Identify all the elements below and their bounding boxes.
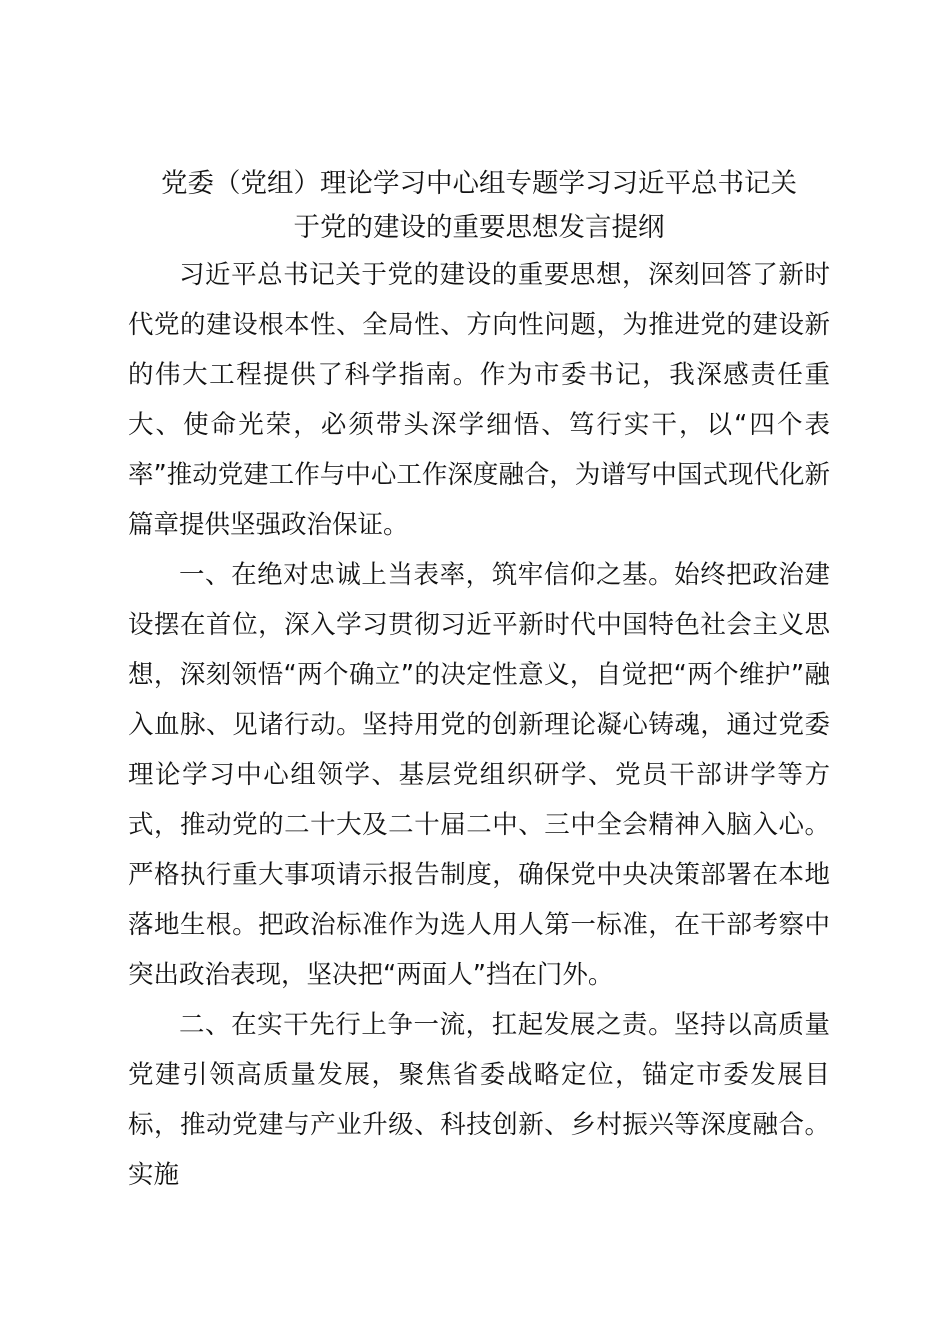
section-two-paragraph: 二、在实干先行上争一流，扛起发展之责。坚持以高质量党建引领高质量发展，聚焦省委战略定位，锚定市委发展目标，推动党建与产业升级、科技创新、乡村振兴等深度融合。实施: [128, 1010, 830, 1190]
document-body: [128, 162, 830, 1200]
intro-paragraph: 习近平总书记关于党的建设的重要思想，深刻回答了新时代党的建设根本性、全局性、方向性问题，为推进党的建设新的伟大工程提供了科学指南。作为市委书记，我深感责任重大、使命光荣，必须带头深学细悟、笃行实干，以“四个表率”推动党建工作与中心工作深度融合，为谱写中国式现代化新篇章提供坚强政治保证。: [128, 260, 830, 540]
document-title-line-2: 于党的建设的重要思想发言提纲: [293, 212, 665, 243]
section-one-paragraph: 一、在绝对忠诚上当表率，筑牢信仰之基。始终把政治建设摆在首位，深入学习贯彻习近平新时代中国特色社会主义思想，深刻领悟“两个确立”的决定性意义，自觉把“两个维护”融入血脉、见诸行动。坚持用党的创新理论凝心铸魂，通过党委理论学习中心组领学、基层党组织研学、党员干部讲学等方式，推动党的二十大及二十届二中、三中全会精神入脑入心。严格执行重大事项请示报告制度，确保党中央决策部署在本地落地生根。把政治标准作为选人用人第一标准，在干部考察中突出政治表现，坚决把“两面人”挡在门外。: [128, 560, 830, 990]
document-title-line-1: 党委（党组）理论学习中心组专题学习习近平总书记关: [161, 168, 797, 199]
document-title: [128, 162, 830, 250]
